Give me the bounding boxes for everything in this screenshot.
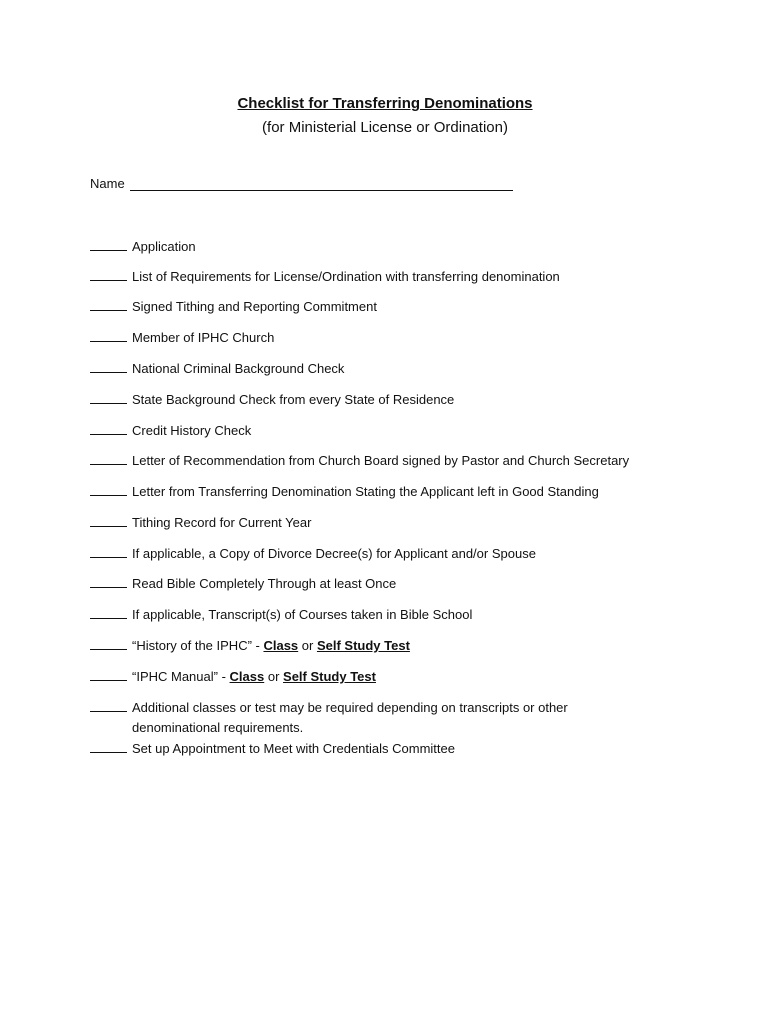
checklist-item [90, 421, 251, 441]
name-row [90, 176, 513, 191]
checklist-item [90, 267, 560, 287]
checkbox-blank[interactable] [90, 328, 127, 342]
name-field[interactable] [130, 176, 513, 191]
checklist-item [90, 359, 344, 379]
item-label: Read Bible Completely Through at least Once [132, 576, 397, 591]
checkbox-blank[interactable] [90, 544, 127, 558]
checklist-item-history [90, 636, 410, 656]
checkbox-blank[interactable] [90, 421, 127, 435]
item-label: List of Requirements for License/Ordination with transferring denomination [132, 269, 560, 284]
item-label: Letter from Transferring Denomination Stating the Applicant left in Good Standing [132, 484, 599, 499]
item-label: Set up Appointment to Meet with Credentials Committee [132, 741, 455, 756]
checklist-item [90, 574, 396, 594]
checkbox-blank[interactable] [90, 390, 127, 404]
checklist-item-manual [90, 667, 376, 687]
class-link[interactable]: Class [263, 638, 299, 653]
item-label: Additional classes or test may be required depending on transcripts or other [132, 700, 568, 715]
checklist-item [90, 297, 377, 317]
checklist-item [90, 390, 454, 410]
checkbox-blank[interactable] [90, 297, 127, 311]
checklist-item [90, 513, 311, 533]
checklist-item [90, 544, 536, 564]
checkbox-blank[interactable] [90, 359, 127, 373]
checkbox-blank[interactable] [90, 574, 127, 588]
item-label: National Criminal Background Check [132, 361, 345, 376]
checklist-item [90, 482, 599, 502]
checklist-item-appointment [90, 739, 455, 759]
class-link[interactable]: Class [229, 669, 265, 684]
checkbox-blank[interactable] [90, 267, 127, 281]
item-label: Tithing Record for Current Year [132, 515, 312, 530]
checkbox-blank[interactable] [90, 667, 127, 681]
checklist-item [90, 237, 196, 257]
or-text: or [298, 638, 317, 653]
checkbox-blank[interactable] [90, 513, 127, 527]
self-study-test-link[interactable]: Self Study Test [316, 638, 410, 653]
item-label: Member of IPHC Church [132, 330, 275, 345]
self-study-test-link[interactable]: Self Study Test [283, 669, 376, 684]
item-label: Credit History Check [132, 423, 252, 438]
checkbox-blank[interactable] [90, 698, 127, 712]
item-label: State Background Check from every State of Residence [132, 392, 455, 407]
item-label: If applicable, Transcript(s) of Courses taken in Bible School [132, 607, 473, 622]
item-label: Signed Tithing and Reporting Commitment [132, 299, 377, 314]
page-title: Checklist for Transferring Denominations [237, 95, 533, 112]
checkbox-blank[interactable] [90, 739, 127, 753]
checkbox-blank[interactable] [90, 482, 127, 496]
checkbox-blank[interactable] [90, 605, 127, 619]
checklist-item [90, 605, 472, 625]
or-text: or [264, 669, 284, 684]
item-label-continued: denominational requirements. [132, 720, 304, 735]
item-label: If applicable, a Copy of Divorce Decree(s) for Applicant and/or Spouse [132, 546, 536, 561]
checklist-item [90, 328, 274, 348]
checkbox-blank[interactable] [90, 636, 127, 650]
checkbox-blank[interactable] [90, 237, 127, 251]
item-label: “IPHC Manual” - [132, 669, 230, 684]
checklist-item [90, 451, 629, 471]
checklist-item-additional [90, 698, 568, 718]
item-label: Application [132, 239, 196, 254]
name-label: Name [90, 176, 125, 191]
item-label: “History of the IPHC” - [132, 638, 264, 653]
item-label: Letter of Recommendation from Church Board signed by Pastor and Church Secretary [132, 453, 630, 468]
checkbox-blank[interactable] [90, 451, 127, 465]
page-subtitle: (for Ministerial License or Ordination) [262, 119, 508, 136]
